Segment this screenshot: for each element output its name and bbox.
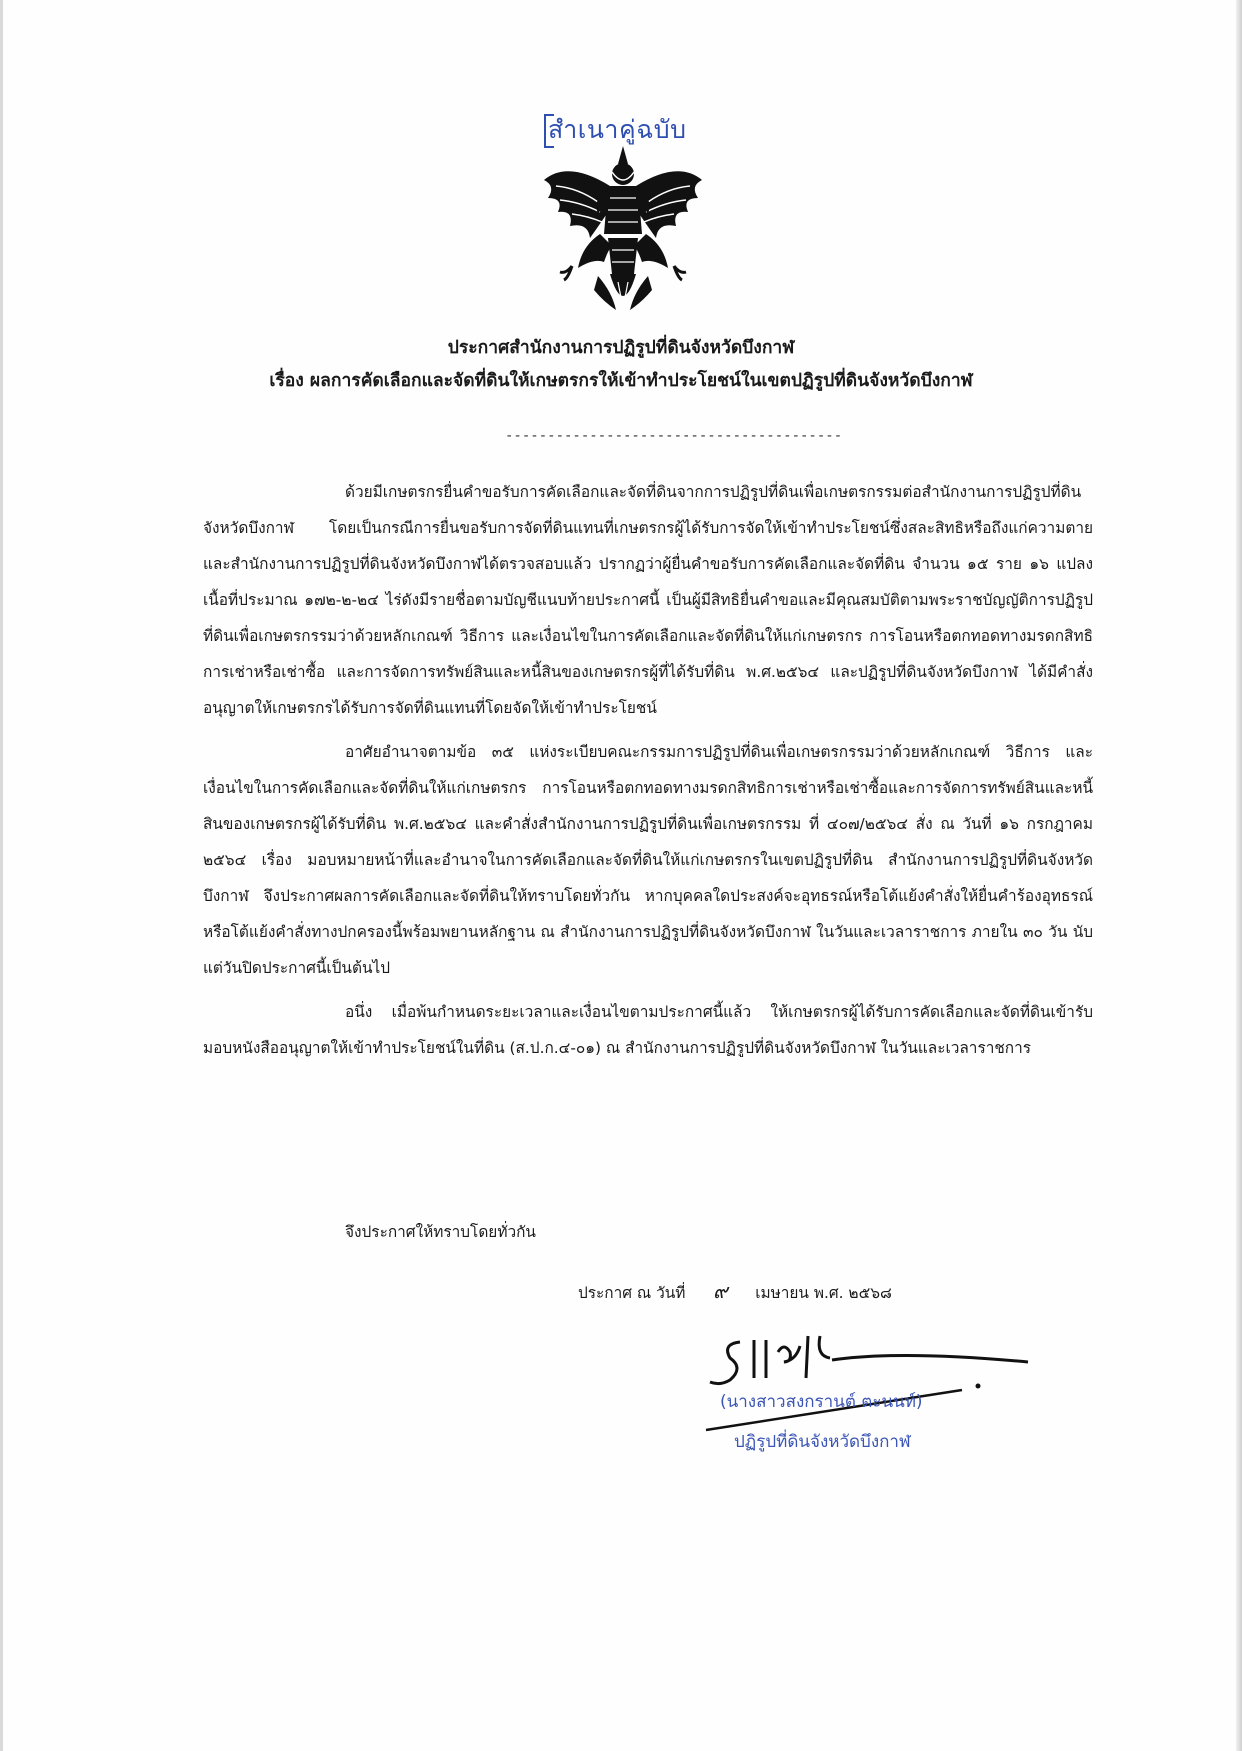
copy-stamp-text: สำเนาคู่ฉบับ <box>548 115 687 144</box>
announcement-dateline <box>578 1275 892 1309</box>
body-paragraph-1: ด้วยมีเกษตรกรยื่นคำขอรับการคัดเลือกและจัดที่ดินจากการปฏิรูปที่ดินเพื่อเกษตรกรรมต่อสำนักงานการปฏิรูปที่ดินจังหวัดบึงกาฬ โดยเป็นกรณีการยื่นขอรับการจัดที่ดินแทนที่เกษตรกรผู้ได้รับการจัดให้เข้าทำประโยชน์ซึ่งสละสิทธิหรือถึงแก่ความตาย และสำนักงานการปฏิรูปที่ดินจังหวัดบึงกาฬได้ตรวจสอบแล้ว ปรากฏว่าผู้ยื่นคำขอรับการคัดเลือกและจัดที่ดิน จำนวน ๑๕ ราย ๑๖ แปลง เนื้อที่ประมาณ ๑๗๒-๒-๒๔ ไร่ดังมีรายชื่อตามบัญชีแนบท้ายประกาศนี้ เป็นผู้มีสิทธิยื่นคำขอและมีคุณสมบัติตามพระราชบัญญัติการปฏิรูปที่ดินเพื่อเกษตรกรรมว่าด้วยหลักเกณฑ์ วิธีการ และเงื่อนไขในการคัดเลือกและจัดที่ดินให้แก่เกษตรกร การโอนหรือตกทอดทางมรดกสิทธิการเช่าหรือเช่าซื้อ และการจัดการทรัพย์สินและหนี้สินของเกษตรกรผู้ที่ได้รับที่ดิน พ.ศ.๒๕๖๔ และปฏิรูปที่ดินจังหวัดบึงกาฬ ได้มีคำสั่งอนุญาตให้เกษตรกรได้รับการจัดที่ดินแทนที่โดยจัดให้เข้าทำประโยชน์ <box>203 483 1093 717</box>
dateline-day: ๙ <box>712 1279 728 1303</box>
signer-name: (นางสาวสงกรานต์ ตะนนท์) <box>720 1392 923 1412</box>
body-paragraph-2: อาศัยอำนาจตามข้อ ๓๕ แห่งระเบียบคณะกรรมการปฏิรูปที่ดินเพื่อเกษตรกรรมว่าด้วยหลักเกณฑ์ วิธีการ และเงื่อนไขในการคัดเลือกและจัดที่ดินให้แก่เกษตรกร การโอนหรือตกทอดทางมรดกสิทธิการเช่าหรือเช่าซื้อและการจัดการทรัพย์สินและหนี้สินของเกษตรกรผู้ได้รับที่ดิน พ.ศ.๒๕๖๔ และคำสั่งสำนักงานการปฏิรูปที่ดินเพื่อเกษตรกรรม ที่ ๔๐๗/๒๕๖๔ สั่ง ณ วันที่ ๑๖ กรกฎาคม ๒๕๖๔ เรื่อง มอบหมายหน้าที่และอำนาจในการคัดเลือกและจัดที่ดินให้แก่เกษตรกรในเขตปฏิรูปที่ดิน สำนักงานการปฏิรูปที่ดินจังหวัดบึงกาฬ จึงประกาศผลการคัดเลือกและจัดที่ดินให้ทราบโดยทั่วกัน หากบุคคลใดประสงค์จะอุทธรณ์หรือโต้แย้งคำสั่งให้ยื่นคำร้องอุทธรณ์หรือโต้แย้งคำสั่งทางปกครองนี้พร้อมพยานหลักฐาน ณ สำนักงานการปฏิรูปที่ดินจังหวัดบึงกาฬ ในวันและเวลาราชการ ภายใน ๓๐ วัน นับแต่วันปิดประกาศนี้เป็นต้นไป <box>203 743 1093 977</box>
announcement-subject: เรื่อง ผลการคัดเลือกและจัดที่ดินให้เกษตรกรให้เข้าทำประโยชน์ในเขตปฏิรูปที่ดินจังหวัดบึงกาฬ <box>269 371 973 391</box>
announcement-header <box>0 332 1242 398</box>
dateline-prefix: ประกาศ ณ วันที่ <box>578 1284 686 1302</box>
dateline-suffix: เมษายน พ.ศ. ๒๕๖๘ <box>755 1284 892 1302</box>
announcement-title: ประกาศสำนักงานการปฏิรูปที่ดินจังหวัดบึงกาฬ <box>447 338 795 358</box>
header-divider: ---------------------------------------- <box>505 428 843 444</box>
scan-edge-right <box>1236 0 1242 1751</box>
scan-edge-left <box>0 0 3 1751</box>
garuda-emblem-icon <box>538 142 708 320</box>
closing-statement: จึงประกาศให้ทราบโดยทั่วกัน <box>345 1223 536 1241</box>
body-paragraph-3: อนึ่ง เมื่อพ้นกำหนดระยะเวลาและเงื่อนไขตามประกาศนี้แล้ว ให้เกษตรกรผู้ได้รับการคัดเลือกและจัดที่ดินเข้ารับมอบหนังสืออนุญาตให้เข้าทำประโยชน์ในที่ดิน (ส.ป.ก.๔-๐๑) ณ สำนักงานการปฏิรูปที่ดินจังหวัดบึงกาฬ ในวันและเวลาราชการ <box>203 1003 1093 1057</box>
signer-title: ปฏิรูปที่ดินจังหวัดบึงกาฬ <box>734 1432 911 1452</box>
signature-mark <box>700 1322 1040 1432</box>
announcement-body <box>203 474 1093 1074</box>
